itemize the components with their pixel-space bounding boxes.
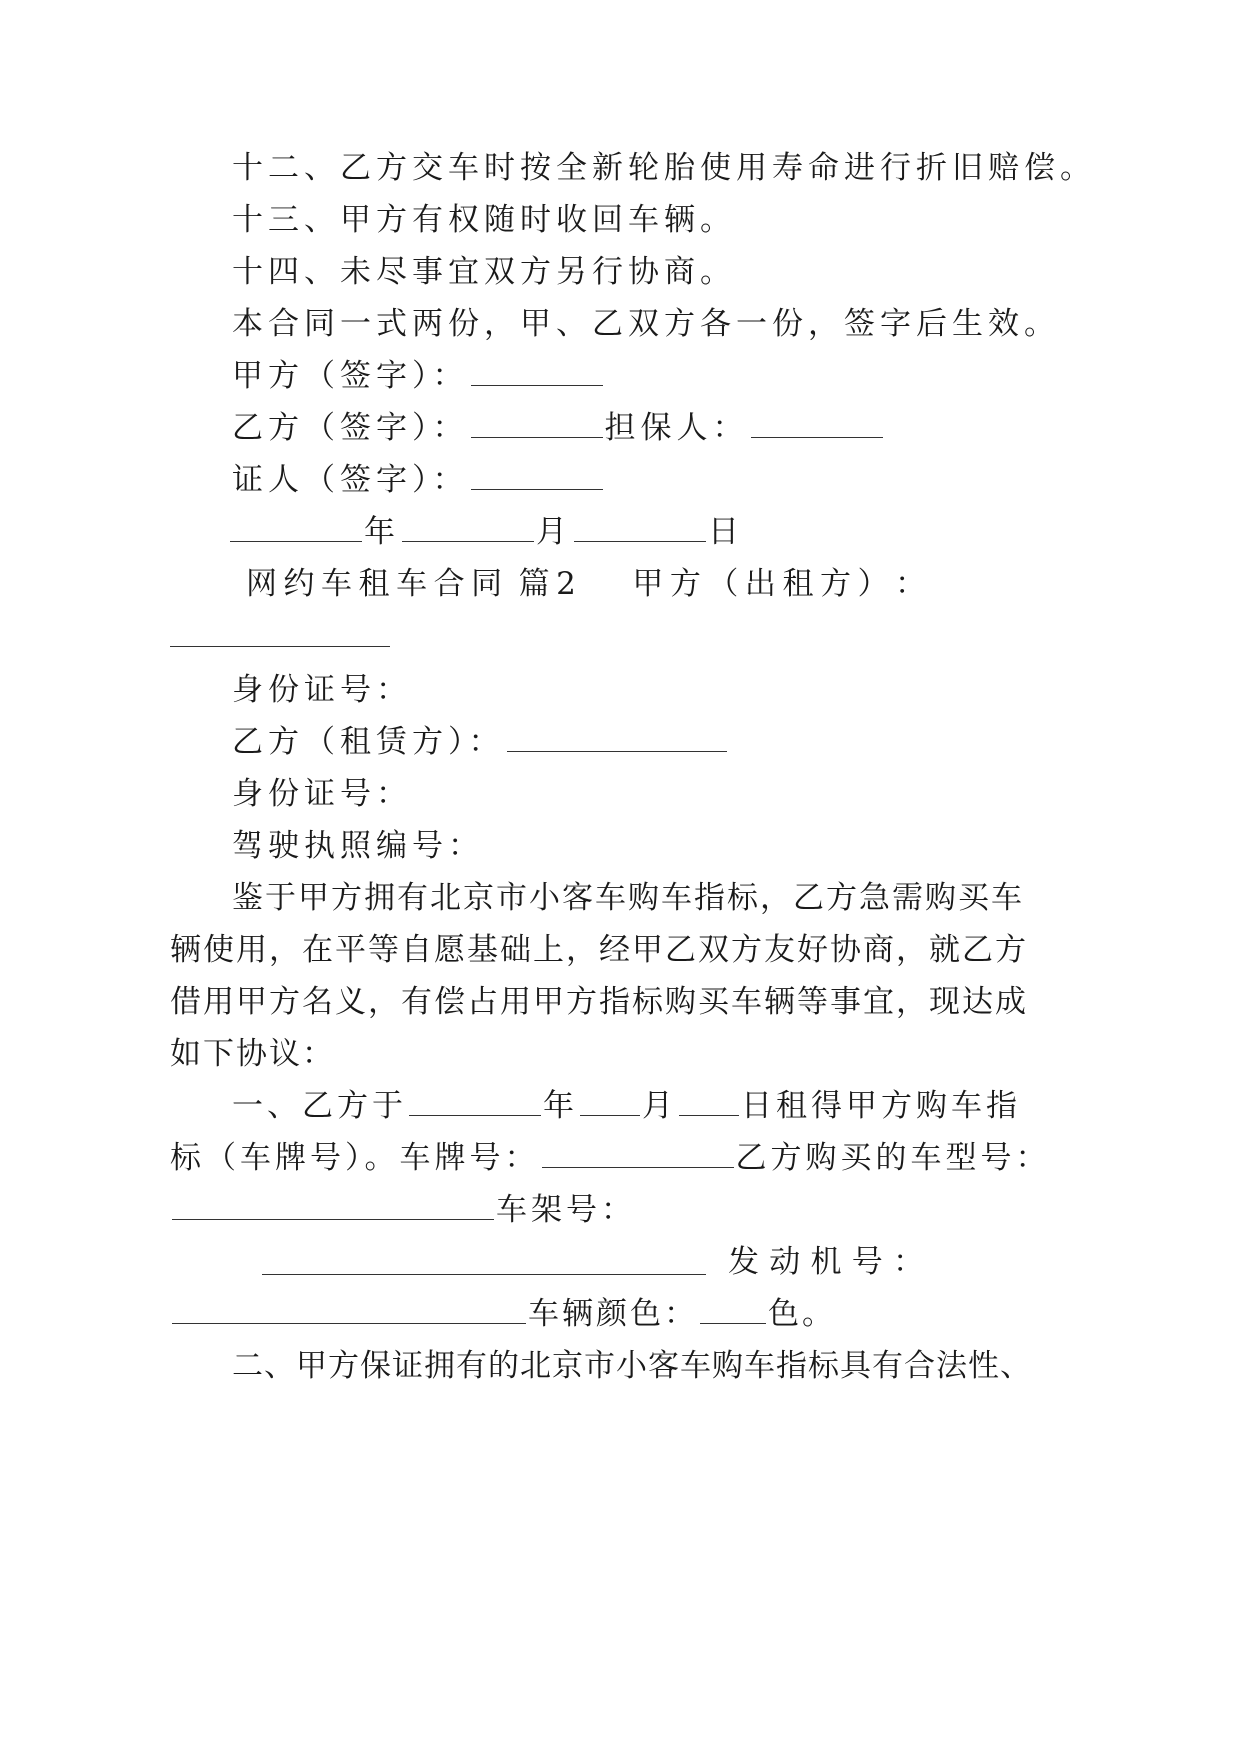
clause-1-day-rest: 日租得甲方购车指 bbox=[741, 1088, 1021, 1124]
clause-14: 十四、未尽事宜双方另行协商。 bbox=[232, 254, 736, 290]
date-year-blank bbox=[230, 515, 362, 542]
title-char: 车 bbox=[396, 566, 428, 602]
lessee-name-blank bbox=[507, 725, 727, 752]
witness-signature-blank bbox=[471, 463, 603, 490]
plate-number-blank bbox=[542, 1141, 734, 1168]
license-number-line: 驾驶执照编号： bbox=[232, 828, 484, 864]
party-b-signature-label: 乙方（签字）： bbox=[232, 410, 469, 446]
lessee-line bbox=[232, 722, 729, 762]
vehicle-color-suffix: 色。 bbox=[768, 1296, 836, 1332]
vehicle-color-line bbox=[170, 1294, 836, 1334]
clause-2-line: 二、甲方保证拥有的北京市小客车购车指标具有合法性、 bbox=[232, 1348, 1032, 1384]
engine-label-char: 号 bbox=[851, 1244, 883, 1280]
lessee-label: 乙方（租赁方）： bbox=[232, 724, 505, 760]
lessor-name-blank bbox=[170, 646, 390, 647]
party-a-signature-line bbox=[232, 356, 605, 396]
title-char: 网 bbox=[246, 566, 277, 602]
car-model-blank bbox=[172, 1193, 494, 1220]
witness-signature-line bbox=[232, 460, 605, 500]
frame-number-line bbox=[170, 1190, 636, 1230]
clause-1-day-blank bbox=[679, 1089, 739, 1116]
clause-1-month-blank bbox=[580, 1089, 640, 1116]
clause-12: 十二、乙方交车时按全新轮胎使用寿命进行折旧赔偿。 bbox=[232, 150, 1096, 186]
title-char: 合 bbox=[433, 566, 465, 602]
engine-label-char: ： bbox=[893, 1244, 924, 1280]
date-day-label: 日 bbox=[708, 514, 744, 550]
date-day-blank bbox=[574, 515, 706, 542]
party-a-signature-label: 甲方（签字）： bbox=[232, 358, 469, 394]
vehicle-color-blank bbox=[700, 1297, 766, 1324]
id-number-line-1: 身份证号： bbox=[232, 672, 412, 708]
vehicle-color-label: 车辆颜色： bbox=[528, 1296, 698, 1332]
clause-1-line-a bbox=[232, 1086, 1021, 1126]
clause-1-intro: 一、乙方于 bbox=[232, 1088, 407, 1124]
frame-number-blank bbox=[262, 1274, 706, 1275]
title-char: 租 bbox=[358, 566, 390, 602]
title-char: 车 bbox=[321, 566, 353, 602]
title-char: 租 bbox=[782, 566, 814, 602]
clause-13: 十三、甲方有权随时收回车辆。 bbox=[232, 202, 736, 238]
engine-number-label bbox=[728, 1242, 924, 1282]
recital-line-1: 鉴于甲方拥有北京市小客车购车指标，乙方急需购买车 bbox=[232, 880, 1024, 916]
title-char: 方 bbox=[819, 566, 851, 602]
engine-label-char: 动 bbox=[769, 1244, 801, 1280]
date-year-label: 年 bbox=[364, 514, 400, 550]
clause-1-month-label: 月 bbox=[642, 1088, 677, 1124]
clause-1-line-b bbox=[170, 1138, 1051, 1178]
guarantor-label: 担保人： bbox=[604, 410, 749, 446]
section-2-title-line bbox=[246, 564, 926, 604]
engine-number-blank bbox=[172, 1297, 526, 1324]
title-char: 篇 bbox=[518, 566, 550, 602]
title-char: 出 bbox=[744, 566, 776, 602]
witness-signature-label: 证人（签字）： bbox=[232, 462, 469, 498]
title-char: ） bbox=[857, 566, 889, 602]
title-char: （ bbox=[707, 566, 739, 602]
engine-label-char: 机 bbox=[810, 1244, 842, 1280]
date-month-blank bbox=[402, 515, 534, 542]
title-char: 甲 bbox=[632, 566, 664, 602]
recital-line-4: 如下协议： bbox=[170, 1036, 335, 1072]
date-month-label: 月 bbox=[536, 514, 572, 550]
date-line bbox=[228, 512, 744, 552]
clause-1-year-blank bbox=[409, 1089, 541, 1116]
guarantor-blank bbox=[751, 411, 883, 438]
title-char: ： bbox=[894, 566, 926, 602]
party-b-signature-blank bbox=[471, 411, 603, 438]
clause-1-model-label: 乙方购买的车型号： bbox=[735, 1140, 1051, 1176]
recital-line-2: 辆使用，在平等自愿基础上，经甲乙双方友好协商，就乙方 bbox=[170, 932, 1028, 968]
recital-line-3: 借用甲方名义，有偿占用甲方指标购买车辆等事宜，现达成 bbox=[170, 984, 1028, 1020]
title-char: 2 bbox=[556, 566, 576, 602]
party-a-signature-blank bbox=[471, 359, 603, 386]
party-b-signature-line bbox=[232, 408, 885, 448]
engine-label-char: 发 bbox=[728, 1244, 759, 1280]
clause-1-year-label: 年 bbox=[543, 1088, 578, 1124]
title-char: 约 bbox=[283, 566, 315, 602]
title-char: 同 bbox=[471, 566, 503, 602]
title-char: 方 bbox=[669, 566, 701, 602]
clause-1-plate-label: 标（车牌号）。车牌号： bbox=[170, 1140, 540, 1176]
frame-number-label: 车架号： bbox=[496, 1192, 636, 1228]
id-number-line-2: 身份证号： bbox=[232, 776, 412, 812]
copies-clause: 本合同一式两份，甲、乙双方各一份，签字后生效。 bbox=[232, 306, 1060, 342]
